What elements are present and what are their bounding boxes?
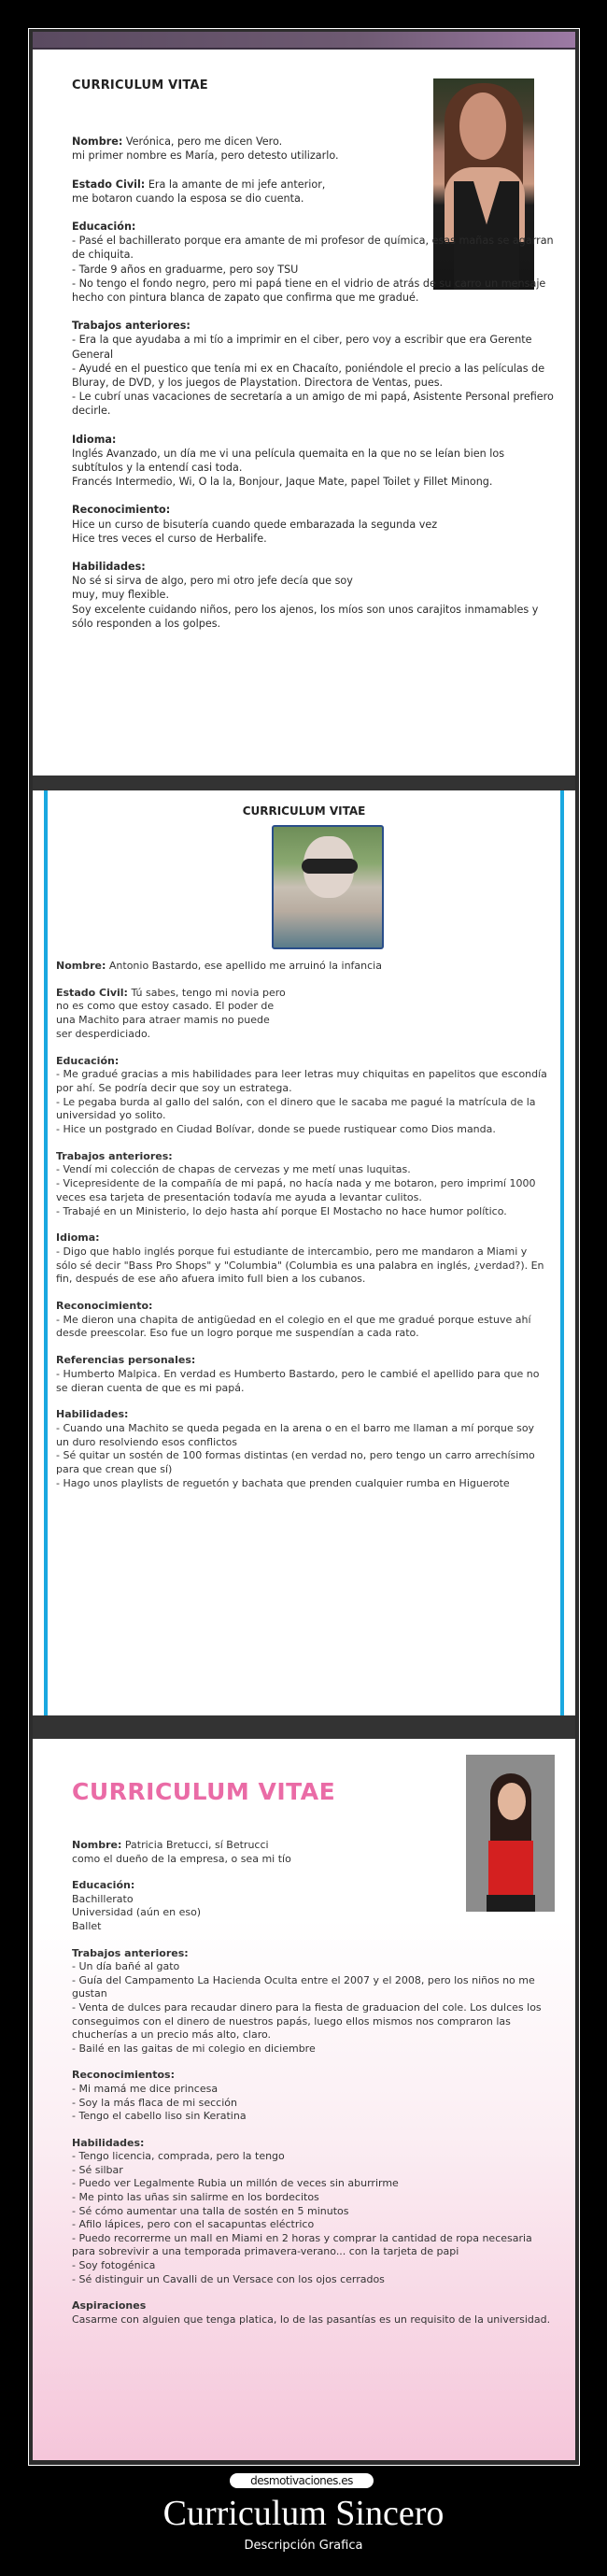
cv-line <box>72 2110 557 2124</box>
cv-section-label: Trabajos anteriores: <box>72 1946 189 1959</box>
cv-line <box>72 2273 557 2287</box>
cv-line <box>72 532 557 546</box>
cv-line <box>72 2042 557 2057</box>
cv-line <box>72 2313 557 2327</box>
cv-section-label: Nombre: <box>56 960 106 972</box>
cv-line <box>56 987 547 1001</box>
cv-text: - Cuando una Machito se queda pegada en la arena o en el barro me llaman a mí porque soy un duro resolviendo esos conflictos <box>56 1421 535 1448</box>
cv-line <box>56 1163 547 1177</box>
cv-section-label: Idioma: <box>72 433 117 446</box>
cv-text: Era la amante de mi jefe anterior, <box>145 178 326 191</box>
cv-section-label: Nombre: <box>72 1839 122 1851</box>
cv-text: me botaron cuando la esposa se dio cuenta. <box>72 192 304 205</box>
cv-section-label: Habilidades: <box>72 561 146 574</box>
accent-bar-right <box>560 790 564 1715</box>
cv-section <box>72 135 557 163</box>
cv-line <box>56 1422 547 1449</box>
cv-line <box>72 1947 557 1961</box>
cv-text: no es como que estoy casado. El poder de <box>56 1000 275 1013</box>
cv-section <box>56 1231 547 1287</box>
cv-line <box>56 960 547 974</box>
cv-line <box>56 1123 547 1137</box>
cv-text: - Bailé en las gaitas de mi colegio en diciembre <box>72 2042 316 2055</box>
cv-section-label: Educación: <box>72 1879 135 1892</box>
cv-text: - Sé cómo aumentar una talla de sostén en 5 minutos <box>72 2204 349 2217</box>
cv-text: Francés Intermedio, Wi, O la la, Bonjour, Jaque Mate, papel Toilet y Fillet Minong. <box>72 476 493 489</box>
cv-line <box>56 1055 547 1069</box>
cv-section-label: Educación: <box>56 1054 120 1067</box>
cv-text: Soy excelente cuidando niños, pero los ajenos, los míos son unos carajitos inmamables y sólo responden a los golpes. <box>72 603 539 630</box>
cv-section <box>72 433 557 490</box>
cv-line <box>72 1853 557 1867</box>
cv-section <box>56 1354 547 1395</box>
cv-line <box>72 1920 557 1934</box>
cv-text: - Puedo recorrerme un mall en Miami en 2 horas y comprar la cantidad de ropa necesaria para sobrevivir a una temporada primavera-verano... con la tarjeta de papi <box>72 2231 532 2258</box>
cv-text: - Digo que hablo inglés porque fui estudiante de intercambio, pero me mandaron a Miami y sólo sé decir "Bass Pro Shops" y "Columbia" (Columbia es una palabra en inglés, ¿verdad?). En fin, después de ese año afuera imito full bien a los cubanos. <box>56 1245 544 1286</box>
cv-section-label: Reconocimientos: <box>72 2069 175 2082</box>
cv-text: - Afilo lápices, pero con el sacapuntas eléctrico <box>72 2218 315 2231</box>
cv-text: - Me dieron una chapita de antigüedad en el colegio en el que me gradué porque estuve ahí desde preescolar. Eso fue un logro porque me suspendían a cada rato. <box>56 1313 531 1340</box>
cv-section <box>72 560 557 631</box>
cv-line <box>56 1150 547 1164</box>
cv-text: - Tengo el cabello liso sin Keratina <box>72 2110 247 2123</box>
cv-line <box>72 2191 557 2205</box>
cv-section <box>56 1408 547 1490</box>
cv-section <box>72 1839 557 1866</box>
cv-line <box>72 588 557 602</box>
cv-text: - Le pegaba burda al gallo del salón, con el dinero que le sacaba me pagué la matrícula de la universidad yo solito. <box>56 1095 536 1122</box>
cv-line <box>72 503 557 517</box>
cv-section-label: Estado Civil: <box>56 986 128 999</box>
cv-text: - Soy la más flaca de mi sección <box>72 2096 237 2109</box>
cv-line <box>56 1368 547 1395</box>
cv-line <box>72 574 557 588</box>
cv-text: ser desperdiciado. <box>56 1027 150 1040</box>
cv-section-label: Educación: <box>72 221 136 234</box>
cv-text: Casarme con alguien que tenga platica, lo de las pasantías es un requisito de la universidad. <box>72 2313 551 2326</box>
cv-line <box>72 263 557 277</box>
cv-section-label: Reconocimiento: <box>56 1300 153 1313</box>
cv-section-label: Trabajos anteriores: <box>56 1149 173 1162</box>
cv-section <box>56 1150 547 1219</box>
cv-line <box>72 518 557 532</box>
cv-text: Antonio Bastardo, ese apellido me arruinó la infancia <box>106 960 382 972</box>
cv-line <box>72 1879 557 1893</box>
cv-line <box>72 2097 557 2111</box>
cv-text: - Puedo ver Legalmente Rubia un millón de veces sin aburrirme <box>72 2177 399 2190</box>
cv-section-label: Aspiraciones <box>72 2299 147 2313</box>
cv-section-label: Habilidades: <box>72 2136 145 2149</box>
poster-title: Curriculum Sincero <box>162 2494 445 2533</box>
cv-line <box>72 475 557 489</box>
cv-section <box>72 178 557 206</box>
cv-section <box>72 220 557 305</box>
cv-line <box>56 1028 547 1042</box>
cv-text: - Guía del Campamento La Hacienda Oculta entre el 2007 y el 2008, pero los niños no me gustan <box>72 1973 535 2000</box>
cv-heading: CURRICULUM VITAE <box>72 78 208 93</box>
cv-text: - Hago unos playlists de reguetón y bachata que prenden cualquier rumba en Higuerote <box>56 1476 510 1489</box>
cv-line <box>56 1231 547 1245</box>
cv-line <box>72 560 557 574</box>
cv-section <box>72 1947 557 2057</box>
cv-text: como el dueño de la empresa, o sea mi tío <box>72 1852 291 1865</box>
cv-line <box>56 1000 547 1014</box>
cv-line <box>72 192 557 206</box>
cv-text: - Pasé el bachillerato porque era amante de mi profesor de química, esas mañas se agarran de chiquita. <box>72 235 554 262</box>
cv-section <box>72 2137 557 2287</box>
cv-line <box>72 2259 557 2273</box>
cv-section <box>56 1300 547 1341</box>
cv-section <box>56 1055 547 1137</box>
cv-text: una Machito para atraer mamis no puede <box>56 1014 270 1027</box>
cv-line <box>56 1300 547 1314</box>
cv-section-label: Idioma: <box>56 1231 100 1245</box>
cv-line <box>72 319 557 333</box>
panel-top-bar <box>33 32 575 50</box>
site-logo[interactable]: desmotivaciones.es <box>230 2473 374 2488</box>
cv-content <box>56 960 547 1504</box>
cv-line <box>72 2205 557 2219</box>
cv-heading: CURRICULUM VITAE <box>72 1778 336 1805</box>
cv-line <box>56 1096 547 1123</box>
cv-panel-veronica <box>33 32 575 776</box>
cv-text: Patricia Bretucci, sí Betrucci <box>121 1839 269 1851</box>
cv-text: Bachillerato <box>72 1892 134 1905</box>
cv-section <box>72 1879 557 1933</box>
cv-text: Hice tres veces el curso de Herbalife. <box>72 532 267 545</box>
cv-section <box>72 503 557 546</box>
cv-text: Ballet <box>72 1919 102 1932</box>
cv-line <box>72 2164 557 2178</box>
cv-text: - Era la que ayudaba a mi tío a imprimir en el ciber, pero voy a escribir que era Gerente General <box>72 334 532 361</box>
cv-text: - Vendí mi colección de chapas de cervezas y me metí unas luquitas. <box>56 1163 411 1176</box>
poster-subtitle: Descripción Grafica <box>244 2539 363 2553</box>
cv-line <box>56 1205 547 1219</box>
cv-text: - Ayudé en el puestico que tenía mi ex en Chacaíto, poniéndole el precio a las películas de Bluray, de DVD, y los juegos de Playstation. Directora de Ventas, pues. <box>72 362 545 390</box>
cv-text: - Humberto Malpica. En verdad es Humberto Bastardo, pero le cambié el apellido para que no se dieran cuenta de que es mi papá. <box>56 1367 540 1394</box>
cv-line <box>56 1408 547 1422</box>
cv-line <box>72 2232 557 2259</box>
cv-line <box>56 1068 547 1095</box>
cv-line <box>72 390 557 418</box>
cv-line <box>72 1893 557 1907</box>
cv-line <box>72 178 557 192</box>
cv-line <box>72 149 557 163</box>
cv-text: - No tengo el fondo negro, pero mi papá tiene en el vidrio de atrás de su carro un mensaje hecho con pintura blanca de zapato que confirma que me gradué. <box>72 277 546 305</box>
cv-line <box>72 1839 557 1853</box>
cv-text: - Venta de dulces para recaudar dinero para la fiesta de graduacion del cole. Los dulces los conseguimos con el dinero de nuestros papás, luego ellos mismos nos compraron las chucherías a un precio más alto, claro. <box>72 2000 542 2042</box>
cv-section-label: Nombre: <box>72 135 123 149</box>
cv-section <box>72 2299 557 2327</box>
cv-text: No sé si sirva de algo, pero mi otro jefe decía que soy <box>72 575 353 588</box>
cv-text: - Hice un postgrado en Ciudad Bolívar, donde se puede rustiquear como Dios manda. <box>56 1123 496 1136</box>
cv-panel-antonio <box>33 790 575 1715</box>
cv-section-label: Estado Civil: <box>72 178 146 191</box>
cv-line <box>72 333 557 361</box>
cv-text: Tú sabes, tengo mi novia pero <box>127 986 286 999</box>
cv-line <box>72 433 557 447</box>
cv-text: - Un día bañé al gato <box>72 1960 180 1973</box>
cv-text: - Trabajé en un Ministerio, lo dejo hasta ahí porque El Mostacho no hace humor político. <box>56 1204 507 1217</box>
cv-section-label: Trabajos anteriores: <box>72 320 191 333</box>
cv-line <box>72 603 557 631</box>
cv-text: Universidad (aún en eso) <box>72 1906 202 1919</box>
cv-section-label: Reconocimiento: <box>72 504 171 517</box>
cv-content <box>72 78 557 645</box>
cv-section <box>56 960 547 974</box>
cv-line <box>72 2150 557 2164</box>
cv-text: - Tarde 9 años en graduarme, pero soy TSU <box>72 263 299 276</box>
cv-section <box>72 2069 557 2123</box>
cv-line <box>72 135 557 149</box>
poster-frame <box>28 28 580 2466</box>
cv-line <box>72 2177 557 2191</box>
cv-text: Inglés Avanzado, un día me vi una película quemaita en la que no se leían bien los subtítulos y la entendí casi toda. <box>72 447 505 475</box>
cv-line <box>56 1477 547 1491</box>
cv-section-label: Referencias personales: <box>56 1354 196 1367</box>
cv-section-label: Habilidades: <box>56 1408 129 1421</box>
cv-text: - Me gradué gracias a mis habilidades para leer letras muy chiquitas en papelitos que escondía por ahí. Se podría decir que soy un estratega. <box>56 1068 547 1094</box>
cv-line <box>72 2001 557 2042</box>
cv-panel-patricia <box>33 1739 575 2460</box>
cv-line <box>72 447 557 475</box>
cv-line <box>72 2218 557 2232</box>
cv-line <box>56 1354 547 1368</box>
cv-line <box>56 1314 547 1341</box>
cv-line <box>72 277 557 305</box>
cv-line <box>72 362 557 390</box>
cv-text: Hice un curso de bisutería cuando quede embarazada la segunda vez <box>72 518 438 531</box>
cv-text: - Vicepresidente de la compañía de mi papá, no hacía nada y me botaron, pero imprimí 1000 veces esa tarjeta de presentación todavía me ayuda a levantar culitos. <box>56 1177 536 1203</box>
cv-text: - Sé distinguir un Cavalli de un Versace con los ojos cerrados <box>72 2272 385 2285</box>
cv-line <box>72 1906 557 1920</box>
cv-line <box>72 1960 557 1974</box>
cv-text: Verónica, pero me dicen Vero. <box>122 135 283 149</box>
cv-line <box>72 234 557 262</box>
cv-line <box>72 2069 557 2083</box>
cv-text: - Sé silbar <box>72 2163 123 2176</box>
cv-section <box>72 319 557 418</box>
cv-line <box>72 220 557 234</box>
cv-section <box>56 987 547 1042</box>
cv-text: mi primer nombre es María, pero detesto utilizarlo. <box>72 149 339 163</box>
cv-line <box>56 1014 547 1028</box>
cv-line <box>56 1177 547 1204</box>
cv-text: - Me pinto las uñas sin salirme en los bordecitos <box>72 2191 319 2204</box>
cv-text: - Le cubrí unas vacaciones de secretaría a un amigo de mi papá, Asistente Personal prefiero decirle. <box>72 391 554 418</box>
cv-text: - Sé quitar un sostén de 100 formas distintas (en verdad no, pero tengo un carro arrechísimo para que crean que sí) <box>56 1449 535 1476</box>
cv-line <box>56 1245 547 1287</box>
photo-antonio <box>272 825 384 949</box>
cv-line <box>72 2299 557 2313</box>
accent-bar-left <box>44 790 48 1715</box>
cv-text: - Tengo licencia, comprada, pero la tengo <box>72 2150 285 2163</box>
separator <box>33 1715 575 1739</box>
cv-text: - Soy fotogénica <box>72 2259 156 2272</box>
cv-line <box>72 2083 557 2097</box>
cv-content <box>72 1839 557 2340</box>
cv-heading: CURRICULUM VITAE <box>242 804 366 818</box>
cv-text: muy, muy flexible. <box>72 589 169 602</box>
separator <box>33 776 575 790</box>
cv-line <box>56 1449 547 1476</box>
cv-line <box>72 1974 557 2001</box>
cv-line <box>72 2137 557 2151</box>
cv-text: - Mi mamá me dice princesa <box>72 2082 219 2095</box>
